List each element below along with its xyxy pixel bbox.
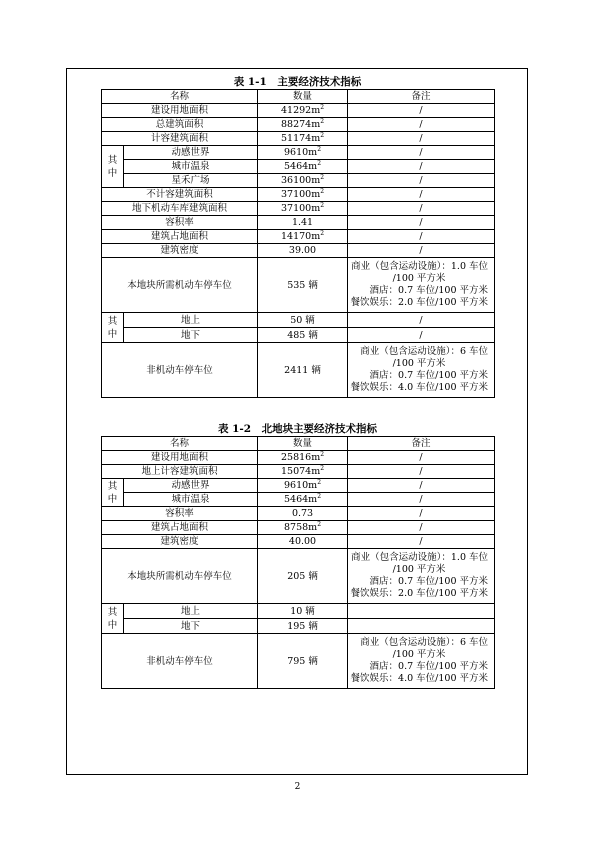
- bike-label: 非机动车停车位: [102, 634, 258, 689]
- table-row: [102, 619, 495, 634]
- row-note: /: [348, 465, 495, 479]
- row-note: /: [348, 244, 495, 258]
- table-header-row: [102, 437, 495, 451]
- table-row: [102, 216, 495, 230]
- row-value: 1.41: [258, 216, 348, 230]
- row-value: $41292m^2$: [258, 104, 348, 118]
- table-row: [102, 258, 495, 313]
- table-row: [102, 202, 495, 216]
- row-name: 地上: [124, 313, 258, 328]
- table-header-row: [102, 90, 495, 104]
- row-value: $25816m^2$: [258, 451, 348, 465]
- header-note: 备注: [348, 437, 495, 451]
- row-name: 地下: [124, 328, 258, 343]
- row-name: 地下机动车库建筑面积: [102, 202, 258, 216]
- header-note: 备注: [348, 90, 495, 104]
- row-value: 0.73: [258, 507, 348, 521]
- row-name: 总建筑面积: [102, 118, 258, 132]
- row-name: 动感世界: [124, 479, 258, 493]
- row-note: /: [348, 216, 495, 230]
- parking-label: 本地块所需机动车停车位: [102, 549, 258, 604]
- row-value: 195 辆: [258, 619, 348, 634]
- page-number: 2: [294, 782, 301, 792]
- bike-note: 商业（包含运动设施）：6 车位 /100 平方米 酒店：0.7 车位/100 平方米 餐饮娱乐：4.0 车位/100 平方米: [348, 343, 495, 398]
- row-value: $5464m^2$: [258, 493, 348, 507]
- table-row: [102, 465, 495, 479]
- row-value: $37100m^2$: [258, 188, 348, 202]
- row-name: 地上: [124, 604, 258, 619]
- row-note: /: [348, 328, 495, 343]
- table-row: [102, 160, 495, 174]
- row-value: $15074m^2$: [258, 465, 348, 479]
- table-row: [102, 188, 495, 202]
- parking-value: 205 辆: [258, 549, 348, 604]
- table1-caption: 表 1-1 主要经济技术指标: [233, 76, 362, 88]
- row-value: $37100m^2$: [258, 202, 348, 216]
- row-name: 建设用地面积: [102, 451, 258, 465]
- table-row: [102, 244, 495, 258]
- row-value: 10 辆: [258, 604, 348, 619]
- row-note: [348, 619, 495, 634]
- row-name: 建筑密度: [102, 244, 258, 258]
- parking-note: 商业（包含运动设施）：1.0 车位 /100 平方米 酒店：0.7 车位/100 平方米 餐饮娱乐：2.0 车位/100 平方米: [348, 549, 495, 604]
- row-note: /: [348, 202, 495, 216]
- row-note: /: [348, 174, 495, 188]
- row-name: 城市温泉: [124, 160, 258, 174]
- row-name: 计容建筑面积: [102, 132, 258, 146]
- row-name: 建筑密度: [102, 535, 258, 549]
- row-note: /: [348, 493, 495, 507]
- table-row: [102, 313, 495, 328]
- header-name: 名称: [102, 90, 258, 104]
- row-note: /: [348, 146, 495, 160]
- row-value: 39.00: [258, 244, 348, 258]
- row-name: 建设用地面积: [102, 104, 258, 118]
- bike-value: 2411 辆: [258, 343, 348, 398]
- row-note: /: [348, 451, 495, 465]
- row-note: /: [348, 188, 495, 202]
- table-row: [102, 104, 495, 118]
- group-label: 其 中: [102, 604, 124, 634]
- row-value: $88274m^2$: [258, 118, 348, 132]
- group-label: 其 中: [102, 146, 124, 188]
- row-name: 建筑占地面积: [102, 230, 258, 244]
- parking-note: 商业（包含运动设施）：1.0 车位 /100 平方米 酒店：0.7 车位/100 平方米 餐饮娱乐：2.0 车位/100 平方米: [348, 258, 495, 313]
- table-row: [102, 328, 495, 343]
- row-name: 容积率: [102, 507, 258, 521]
- row-value: $5464m^2$: [258, 160, 348, 174]
- row-note: /: [348, 104, 495, 118]
- row-note: /: [348, 230, 495, 244]
- table-row: [102, 549, 495, 604]
- row-note: [348, 604, 495, 619]
- row-note: /: [348, 535, 495, 549]
- table2: [101, 436, 495, 689]
- group-label: 其 中: [102, 313, 124, 343]
- bike-label: 非机动车停车位: [102, 343, 258, 398]
- row-note: /: [348, 313, 495, 328]
- row-value: $9610m^2$: [258, 479, 348, 493]
- table-row: [102, 479, 495, 493]
- row-value: 485 辆: [258, 328, 348, 343]
- header-quantity: 数量: [258, 437, 348, 451]
- row-value: 40.00: [258, 535, 348, 549]
- row-note: /: [348, 118, 495, 132]
- table2-caption: 表 1-2 北地块主要经济技术指标: [217, 423, 378, 435]
- row-value: 50 辆: [258, 313, 348, 328]
- row-note: /: [348, 132, 495, 146]
- row-name: 不计容建筑面积: [102, 188, 258, 202]
- parking-label: 本地块所需机动车停车位: [102, 258, 258, 313]
- table-row: [102, 535, 495, 549]
- row-value: $51174m^2$: [258, 132, 348, 146]
- group-label: 其 中: [102, 479, 124, 507]
- table-row: [102, 634, 495, 689]
- row-name: 地上计容建筑面积: [102, 465, 258, 479]
- table-row: [102, 451, 495, 465]
- header-quantity: 数量: [258, 90, 348, 104]
- row-value: $9610m^2$: [258, 146, 348, 160]
- row-note: /: [348, 160, 495, 174]
- table-row: [102, 507, 495, 521]
- table-row: [102, 118, 495, 132]
- row-name: 容积率: [102, 216, 258, 230]
- table-row: [102, 230, 495, 244]
- table-row: [102, 493, 495, 507]
- table-row: [102, 604, 495, 619]
- bike-value: 795 辆: [258, 634, 348, 689]
- row-note: /: [348, 479, 495, 493]
- table1: [101, 89, 495, 398]
- row-note: /: [348, 507, 495, 521]
- row-note: /: [348, 521, 495, 535]
- row-name: 建筑占地面积: [102, 521, 258, 535]
- table-row: [102, 146, 495, 160]
- row-value: $36100m^2$: [258, 174, 348, 188]
- row-name: 地下: [124, 619, 258, 634]
- row-value: $8758m^2$: [258, 521, 348, 535]
- parking-value: 535 辆: [258, 258, 348, 313]
- table-row: [102, 174, 495, 188]
- header-name: 名称: [102, 437, 258, 451]
- table-row: [102, 521, 495, 535]
- row-name: 动感世界: [124, 146, 258, 160]
- row-name: 星禾广场: [124, 174, 258, 188]
- table-row: [102, 132, 495, 146]
- bike-note: 商业（包含运动设施）：6 车位 /100 平方米 酒店：0.7 车位/100 平方米 餐饮娱乐：4.0 车位/100 平方米: [348, 634, 495, 689]
- row-name: 城市温泉: [124, 493, 258, 507]
- row-value: $14170m^2$: [258, 230, 348, 244]
- table-row: [102, 343, 495, 398]
